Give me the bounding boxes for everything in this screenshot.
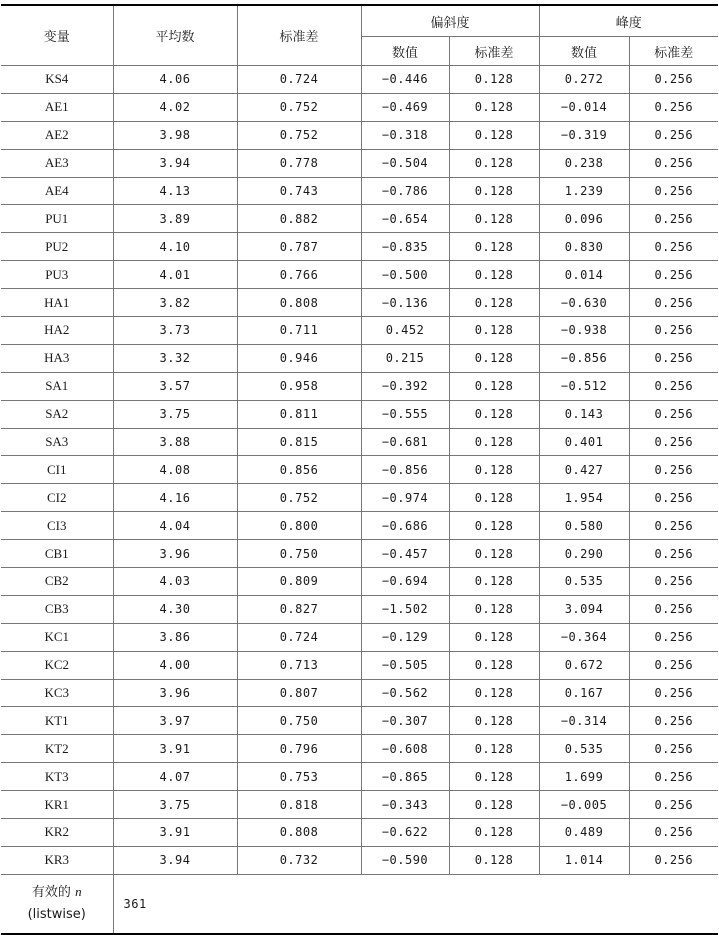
cell-std-dev: 0.732 xyxy=(237,846,361,874)
cell-skewness-value: −0.856 xyxy=(361,456,449,484)
cell-kurtosis-std-error: 0.256 xyxy=(629,568,718,596)
table-row xyxy=(1,679,718,707)
cell-kurtosis-value: 0.830 xyxy=(539,233,629,261)
table-row xyxy=(1,623,718,651)
cell-std-dev: 0.713 xyxy=(237,651,361,679)
cell-skewness-std-error: 0.128 xyxy=(449,344,539,372)
cell-std-dev: 0.753 xyxy=(237,763,361,791)
cell-kurtosis-std-error: 0.256 xyxy=(629,261,718,289)
cell-kurtosis-value: 0.535 xyxy=(539,568,629,596)
cell-kurtosis-value: 0.238 xyxy=(539,149,629,177)
table-row xyxy=(1,707,718,735)
cell-kurtosis-value: −0.630 xyxy=(539,289,629,317)
cell-skewness-std-error: 0.128 xyxy=(449,707,539,735)
header-skew-std-error: 标准差 xyxy=(449,37,539,66)
cell-skewness-std-error: 0.128 xyxy=(449,791,539,819)
cell-kurtosis-value: 0.272 xyxy=(539,66,629,94)
header-kurtosis: 峰度 xyxy=(539,5,718,37)
valid-n-listwise: (listwise) xyxy=(27,907,86,923)
cell-kurtosis-std-error: 0.256 xyxy=(629,372,718,400)
cell-skewness-value: −0.654 xyxy=(361,205,449,233)
cell-mean: 4.00 xyxy=(113,651,237,679)
cell-mean: 4.01 xyxy=(113,261,237,289)
cell-kurtosis-value: −0.319 xyxy=(539,121,629,149)
cell-variable: CI2 xyxy=(1,484,113,512)
cell-kurtosis-value: 1.239 xyxy=(539,177,629,205)
table-row xyxy=(1,149,718,177)
cell-skewness-value: −0.865 xyxy=(361,763,449,791)
table-row xyxy=(1,205,718,233)
cell-kurtosis-std-error: 0.256 xyxy=(629,484,718,512)
cell-kurtosis-value: 1.014 xyxy=(539,846,629,874)
cell-mean: 4.04 xyxy=(113,512,237,540)
cell-mean: 4.03 xyxy=(113,568,237,596)
cell-kurtosis-value: 0.143 xyxy=(539,400,629,428)
cell-skewness-value: −0.835 xyxy=(361,233,449,261)
cell-skewness-value: −0.590 xyxy=(361,846,449,874)
header-skew-value: 数值 xyxy=(361,37,449,66)
table-row xyxy=(1,512,718,540)
cell-std-dev: 0.815 xyxy=(237,428,361,456)
cell-variable: KT1 xyxy=(1,707,113,735)
cell-std-dev: 0.809 xyxy=(237,568,361,596)
cell-kurtosis-value: 0.167 xyxy=(539,679,629,707)
cell-skewness-std-error: 0.128 xyxy=(449,540,539,568)
cell-skewness-value: −0.129 xyxy=(361,623,449,651)
cell-std-dev: 0.752 xyxy=(237,484,361,512)
header-kurt-std-error: 标准差 xyxy=(629,37,718,66)
table-row xyxy=(1,819,718,847)
cell-mean: 4.08 xyxy=(113,456,237,484)
cell-skewness-value: −0.500 xyxy=(361,261,449,289)
cell-kurtosis-value: 0.096 xyxy=(539,205,629,233)
cell-variable: PU2 xyxy=(1,233,113,261)
cell-kurtosis-std-error: 0.256 xyxy=(629,428,718,456)
cell-mean: 3.98 xyxy=(113,121,237,149)
cell-std-dev: 0.711 xyxy=(237,317,361,345)
cell-kurtosis-std-error: 0.256 xyxy=(629,121,718,149)
cell-kurtosis-std-error: 0.256 xyxy=(629,344,718,372)
cell-std-dev: 0.856 xyxy=(237,456,361,484)
cell-skewness-value: −0.307 xyxy=(361,707,449,735)
cell-kurtosis-value: 1.699 xyxy=(539,763,629,791)
cell-mean: 3.94 xyxy=(113,149,237,177)
cell-skewness-value: −0.786 xyxy=(361,177,449,205)
table-row xyxy=(1,568,718,596)
cell-kurtosis-value: −0.512 xyxy=(539,372,629,400)
table-row xyxy=(1,763,718,791)
cell-skewness-value: −0.343 xyxy=(361,791,449,819)
cell-variable: CI1 xyxy=(1,456,113,484)
cell-variable: KC1 xyxy=(1,623,113,651)
table-row xyxy=(1,289,718,317)
cell-std-dev: 0.958 xyxy=(237,372,361,400)
cell-mean: 3.97 xyxy=(113,707,237,735)
table-row xyxy=(1,317,718,345)
cell-skewness-value: −0.504 xyxy=(361,149,449,177)
cell-variable: KR1 xyxy=(1,791,113,819)
cell-skewness-std-error: 0.128 xyxy=(449,512,539,540)
cell-variable: KS4 xyxy=(1,66,113,94)
cell-variable: KT2 xyxy=(1,735,113,763)
cell-kurtosis-std-error: 0.256 xyxy=(629,149,718,177)
cell-kurtosis-std-error: 0.256 xyxy=(629,846,718,874)
cell-skewness-value: −0.469 xyxy=(361,93,449,121)
cell-skewness-value: 0.452 xyxy=(361,317,449,345)
cell-variable: KC2 xyxy=(1,651,113,679)
cell-mean: 3.32 xyxy=(113,344,237,372)
cell-variable: PU3 xyxy=(1,261,113,289)
cell-std-dev: 0.811 xyxy=(237,400,361,428)
cell-mean: 3.75 xyxy=(113,400,237,428)
cell-variable: KT3 xyxy=(1,763,113,791)
cell-kurtosis-std-error: 0.256 xyxy=(629,679,718,707)
cell-mean: 3.96 xyxy=(113,679,237,707)
cell-skewness-std-error: 0.128 xyxy=(449,400,539,428)
footer-row xyxy=(1,874,718,934)
cell-std-dev: 0.752 xyxy=(237,93,361,121)
table-row xyxy=(1,484,718,512)
cell-kurtosis-std-error: 0.256 xyxy=(629,233,718,261)
cell-mean: 3.57 xyxy=(113,372,237,400)
cell-skewness-std-error: 0.128 xyxy=(449,261,539,289)
cell-mean: 4.07 xyxy=(113,763,237,791)
cell-std-dev: 0.808 xyxy=(237,289,361,317)
cell-skewness-std-error: 0.128 xyxy=(449,623,539,651)
cell-skewness-value: −0.562 xyxy=(361,679,449,707)
valid-n-symbol: n xyxy=(75,884,82,900)
cell-kurtosis-value: 0.014 xyxy=(539,261,629,289)
cell-kurtosis-std-error: 0.256 xyxy=(629,651,718,679)
cell-std-dev: 0.818 xyxy=(237,791,361,819)
cell-skewness-std-error: 0.128 xyxy=(449,846,539,874)
cell-mean: 3.82 xyxy=(113,289,237,317)
cell-kurtosis-value: 0.489 xyxy=(539,819,629,847)
cell-std-dev: 0.787 xyxy=(237,233,361,261)
table-row xyxy=(1,400,718,428)
cell-skewness-std-error: 0.128 xyxy=(449,177,539,205)
cell-variable: SA3 xyxy=(1,428,113,456)
header-std-dev: 标准差 xyxy=(237,5,361,66)
table-body xyxy=(1,66,718,875)
cell-std-dev: 0.827 xyxy=(237,595,361,623)
cell-kurtosis-std-error: 0.256 xyxy=(629,763,718,791)
valid-n-label xyxy=(1,874,113,934)
cell-mean: 4.10 xyxy=(113,233,237,261)
cell-mean: 3.91 xyxy=(113,735,237,763)
cell-kurtosis-value: −0.364 xyxy=(539,623,629,651)
cell-kurtosis-value: 0.580 xyxy=(539,512,629,540)
cell-kurtosis-std-error: 0.256 xyxy=(629,400,718,428)
cell-skewness-std-error: 0.128 xyxy=(449,205,539,233)
cell-kurtosis-value: −0.314 xyxy=(539,707,629,735)
table-row xyxy=(1,372,718,400)
cell-kurtosis-std-error: 0.256 xyxy=(629,540,718,568)
cell-variable: AE4 xyxy=(1,177,113,205)
cell-skewness-std-error: 0.128 xyxy=(449,428,539,456)
cell-skewness-std-error: 0.128 xyxy=(449,289,539,317)
cell-skewness-value: −1.502 xyxy=(361,595,449,623)
cell-skewness-std-error: 0.128 xyxy=(449,484,539,512)
cell-skewness-std-error: 0.128 xyxy=(449,317,539,345)
cell-std-dev: 0.743 xyxy=(237,177,361,205)
table-row xyxy=(1,177,718,205)
cell-kurtosis-std-error: 0.256 xyxy=(629,456,718,484)
cell-skewness-value: −0.318 xyxy=(361,121,449,149)
header-variable: 变量 xyxy=(1,5,113,66)
table-row xyxy=(1,121,718,149)
cell-skewness-std-error: 0.128 xyxy=(449,595,539,623)
cell-kurtosis-value: 1.954 xyxy=(539,484,629,512)
cell-kurtosis-std-error: 0.256 xyxy=(629,66,718,94)
table-row xyxy=(1,66,718,94)
cell-mean: 4.16 xyxy=(113,484,237,512)
cell-kurtosis-value: −0.856 xyxy=(539,344,629,372)
cell-kurtosis-value: 0.290 xyxy=(539,540,629,568)
cell-kurtosis-std-error: 0.256 xyxy=(629,289,718,317)
cell-kurtosis-std-error: 0.256 xyxy=(629,317,718,345)
cell-skewness-std-error: 0.128 xyxy=(449,568,539,596)
cell-std-dev: 0.724 xyxy=(237,623,361,651)
cell-mean: 3.88 xyxy=(113,428,237,456)
cell-std-dev: 0.766 xyxy=(237,261,361,289)
table-row xyxy=(1,651,718,679)
cell-variable: HA1 xyxy=(1,289,113,317)
cell-kurtosis-value: 3.094 xyxy=(539,595,629,623)
header-skewness: 偏斜度 xyxy=(361,5,539,37)
cell-kurtosis-std-error: 0.256 xyxy=(629,623,718,651)
cell-variable: HA2 xyxy=(1,317,113,345)
cell-variable: CI3 xyxy=(1,512,113,540)
cell-skewness-std-error: 0.128 xyxy=(449,651,539,679)
cell-skewness-value: −0.681 xyxy=(361,428,449,456)
cell-kurtosis-std-error: 0.256 xyxy=(629,512,718,540)
cell-variable: KR3 xyxy=(1,846,113,874)
cell-skewness-value: −0.686 xyxy=(361,512,449,540)
cell-mean: 4.06 xyxy=(113,66,237,94)
cell-kurtosis-value: 0.401 xyxy=(539,428,629,456)
cell-std-dev: 0.946 xyxy=(237,344,361,372)
cell-skewness-value: −0.555 xyxy=(361,400,449,428)
cell-skewness-std-error: 0.128 xyxy=(449,763,539,791)
table-row xyxy=(1,456,718,484)
cell-kurtosis-std-error: 0.256 xyxy=(629,735,718,763)
table-row xyxy=(1,791,718,819)
cell-kurtosis-std-error: 0.256 xyxy=(629,205,718,233)
cell-mean: 4.13 xyxy=(113,177,237,205)
table-row xyxy=(1,261,718,289)
cell-skewness-std-error: 0.128 xyxy=(449,372,539,400)
cell-variable: PU1 xyxy=(1,205,113,233)
cell-kurtosis-value: 0.427 xyxy=(539,456,629,484)
cell-variable: AE3 xyxy=(1,149,113,177)
table-row xyxy=(1,846,718,874)
cell-std-dev: 0.724 xyxy=(237,66,361,94)
cell-variable: SA2 xyxy=(1,400,113,428)
cell-std-dev: 0.750 xyxy=(237,540,361,568)
cell-skewness-value: −0.446 xyxy=(361,66,449,94)
descriptive-statistics-table xyxy=(1,4,718,935)
cell-skewness-value: −0.136 xyxy=(361,289,449,317)
cell-mean: 3.89 xyxy=(113,205,237,233)
valid-n-value: 361 xyxy=(113,874,718,934)
cell-kurtosis-value: 0.672 xyxy=(539,651,629,679)
cell-skewness-std-error: 0.128 xyxy=(449,93,539,121)
table-row xyxy=(1,540,718,568)
table-row xyxy=(1,595,718,623)
table-row xyxy=(1,428,718,456)
cell-skewness-std-error: 0.128 xyxy=(449,149,539,177)
cell-variable: SA1 xyxy=(1,372,113,400)
cell-variable: KR2 xyxy=(1,819,113,847)
cell-variable: AE2 xyxy=(1,121,113,149)
table-row xyxy=(1,344,718,372)
cell-mean: 4.02 xyxy=(113,93,237,121)
table-row xyxy=(1,233,718,261)
cell-skewness-value: −0.622 xyxy=(361,819,449,847)
cell-skewness-std-error: 0.128 xyxy=(449,679,539,707)
cell-variable: CB1 xyxy=(1,540,113,568)
valid-n-prefix: 有效的 xyxy=(31,885,76,901)
cell-kurtosis-value: −0.005 xyxy=(539,791,629,819)
cell-kurtosis-std-error: 0.256 xyxy=(629,819,718,847)
cell-kurtosis-std-error: 0.256 xyxy=(629,177,718,205)
cell-skewness-std-error: 0.128 xyxy=(449,456,539,484)
cell-kurtosis-std-error: 0.256 xyxy=(629,595,718,623)
table-row xyxy=(1,735,718,763)
cell-std-dev: 0.882 xyxy=(237,205,361,233)
cell-variable: KC3 xyxy=(1,679,113,707)
cell-variable: AE1 xyxy=(1,93,113,121)
cell-mean: 3.96 xyxy=(113,540,237,568)
cell-std-dev: 0.796 xyxy=(237,735,361,763)
cell-skewness-value: 0.215 xyxy=(361,344,449,372)
cell-std-dev: 0.750 xyxy=(237,707,361,735)
cell-mean: 3.86 xyxy=(113,623,237,651)
table-row xyxy=(1,93,718,121)
cell-std-dev: 0.752 xyxy=(237,121,361,149)
cell-std-dev: 0.800 xyxy=(237,512,361,540)
cell-skewness-value: −0.974 xyxy=(361,484,449,512)
cell-kurtosis-value: −0.014 xyxy=(539,93,629,121)
cell-variable: CB3 xyxy=(1,595,113,623)
cell-mean: 3.91 xyxy=(113,819,237,847)
cell-skewness-value: −0.608 xyxy=(361,735,449,763)
cell-mean: 3.94 xyxy=(113,846,237,874)
cell-skewness-value: −0.694 xyxy=(361,568,449,596)
cell-kurtosis-value: −0.938 xyxy=(539,317,629,345)
cell-skewness-std-error: 0.128 xyxy=(449,233,539,261)
cell-kurtosis-std-error: 0.256 xyxy=(629,707,718,735)
header-row-1 xyxy=(1,5,718,37)
cell-skewness-std-error: 0.128 xyxy=(449,66,539,94)
cell-skewness-std-error: 0.128 xyxy=(449,819,539,847)
header-mean: 平均数 xyxy=(113,5,237,66)
cell-skewness-value: −0.505 xyxy=(361,651,449,679)
cell-std-dev: 0.808 xyxy=(237,819,361,847)
cell-variable: CB2 xyxy=(1,568,113,596)
cell-skewness-value: −0.392 xyxy=(361,372,449,400)
cell-variable: HA3 xyxy=(1,344,113,372)
cell-mean: 4.30 xyxy=(113,595,237,623)
cell-std-dev: 0.778 xyxy=(237,149,361,177)
cell-kurtosis-value: 0.535 xyxy=(539,735,629,763)
header-kurt-value: 数值 xyxy=(539,37,629,66)
cell-skewness-std-error: 0.128 xyxy=(449,735,539,763)
cell-mean: 3.73 xyxy=(113,317,237,345)
cell-std-dev: 0.807 xyxy=(237,679,361,707)
cell-mean: 3.75 xyxy=(113,791,237,819)
cell-skewness-value: −0.457 xyxy=(361,540,449,568)
cell-kurtosis-std-error: 0.256 xyxy=(629,791,718,819)
cell-skewness-std-error: 0.128 xyxy=(449,121,539,149)
cell-kurtosis-std-error: 0.256 xyxy=(629,93,718,121)
